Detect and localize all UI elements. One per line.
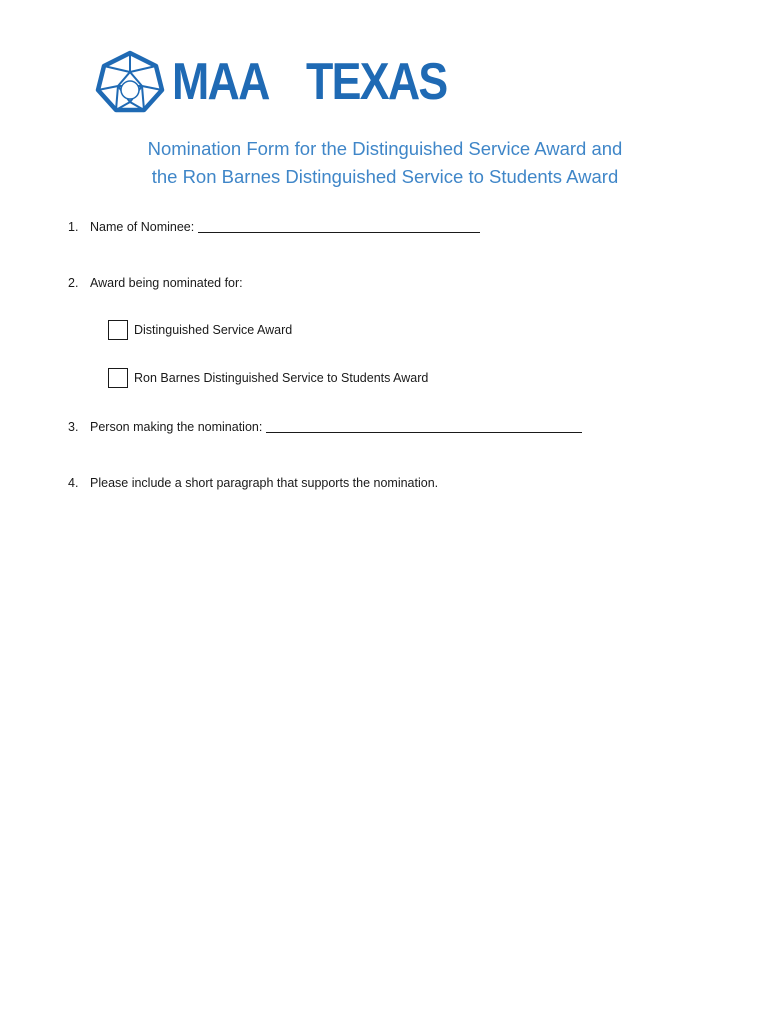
maa-texas-logo (94, 50, 470, 114)
option-label: Distinguished Service Award (134, 323, 293, 337)
item-paragraph (68, 476, 438, 490)
option-ron-barnes[interactable] (108, 368, 428, 388)
item-number: 1. (68, 220, 79, 234)
checkbox[interactable] (108, 320, 128, 340)
form-title-line-2: the Ron Barnes Distinguished Service to Students Award (151, 166, 619, 187)
logo-word-maa: MAA (172, 53, 269, 111)
option-distinguished-service[interactable] (108, 320, 292, 340)
option-label: Ron Barnes Distinguished Service to Students Award (134, 371, 429, 385)
item-number: 2. (68, 276, 79, 290)
item-number: 4. (68, 476, 79, 490)
polyhedron-logo-icon (94, 50, 166, 114)
item-nominee-name (68, 220, 480, 234)
item-label: Person making the nomination: (90, 420, 263, 434)
nominee-name-blank[interactable] (198, 220, 480, 233)
item-award (68, 276, 243, 290)
form-title-line-1: Nomination Form for the Distinguished Service Award and (147, 138, 623, 159)
checkbox[interactable] (108, 368, 128, 388)
form-title (0, 135, 770, 191)
item-number: 3. (68, 420, 79, 434)
item-label: Award being nominated for: (90, 276, 243, 290)
item-nominator (68, 420, 582, 434)
item-label: Please include a short paragraph that supports the nomination. (90, 476, 439, 490)
nominator-blank[interactable] (266, 420, 582, 433)
logo-word-texas: TEXAS (306, 53, 447, 111)
item-label: Name of Nominee: (90, 220, 195, 234)
